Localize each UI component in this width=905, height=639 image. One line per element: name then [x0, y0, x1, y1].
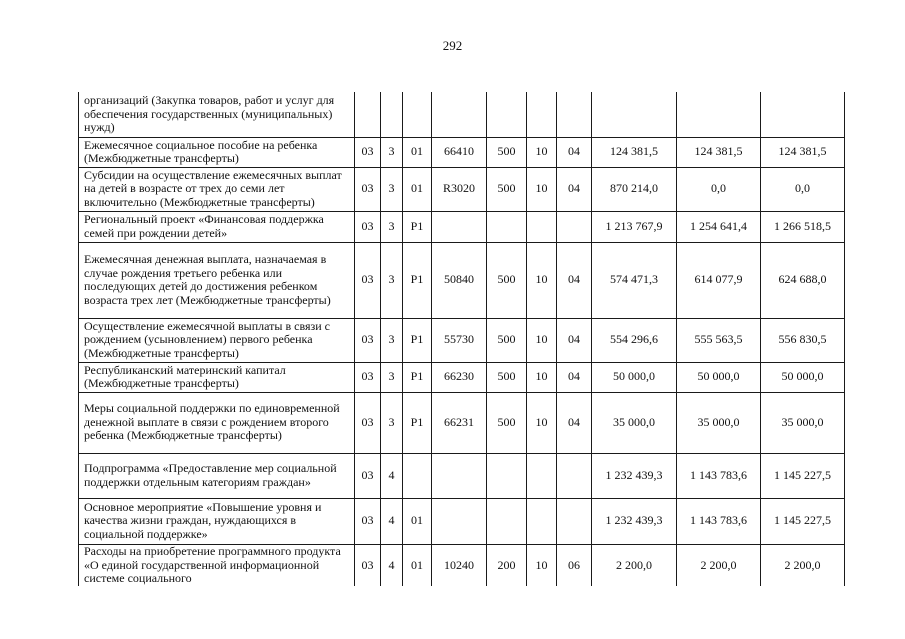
- amount-year3-cell: 0,0: [761, 167, 845, 211]
- direction-code-cell: [432, 498, 487, 544]
- section-code-cell: 10: [527, 392, 557, 453]
- subsection-code-cell: [557, 92, 592, 137]
- amount-year3-cell: [761, 92, 845, 137]
- row-name-cell: Ежемесячная денежная выплата, назначаемая в случае рождения третьего ребенка или последующих детей до достижения ребенком возраста трех лет (Межбюджетные трансферты): [79, 242, 355, 318]
- direction-code-cell: [432, 211, 487, 242]
- amount-year3-cell: 1 145 227,5: [761, 453, 845, 498]
- amount-year3-cell: 124 381,5: [761, 137, 845, 167]
- amount-year2-cell: 555 563,5: [677, 318, 761, 362]
- activity-code-cell: 01: [403, 498, 432, 544]
- row-name-cell: Республиканский материнский капитал (Межбюджетные трансферты): [79, 362, 355, 392]
- subprogram-code-cell: 4: [381, 498, 403, 544]
- expense-type-cell: 500: [487, 137, 527, 167]
- table-row: [79, 544, 845, 586]
- activity-code-cell: 01: [403, 544, 432, 586]
- row-name-cell: Субсидии на осуществление ежемесячных выплат на детей в возрасте от трех до семи лет включительно (Межбюджетные трансферты): [79, 167, 355, 211]
- amount-year2-cell: 1 254 641,4: [677, 211, 761, 242]
- subsection-code-cell: 04: [557, 362, 592, 392]
- program-code-cell: 03: [355, 137, 381, 167]
- direction-code-cell: 10240: [432, 544, 487, 586]
- program-code-cell: 03: [355, 318, 381, 362]
- amount-year2-cell: 0,0: [677, 167, 761, 211]
- amount-year1-cell: 1 232 439,3: [592, 453, 677, 498]
- direction-code-cell: [432, 453, 487, 498]
- amount-year3-cell: 556 830,5: [761, 318, 845, 362]
- amount-year2-cell: 1 143 783,6: [677, 453, 761, 498]
- section-code-cell: [527, 92, 557, 137]
- amount-year3-cell: 1 266 518,5: [761, 211, 845, 242]
- expense-type-cell: [487, 453, 527, 498]
- activity-code-cell: [403, 92, 432, 137]
- subprogram-code-cell: 4: [381, 453, 403, 498]
- direction-code-cell: R3020: [432, 167, 487, 211]
- activity-code-cell: P1: [403, 318, 432, 362]
- subprogram-code-cell: 4: [381, 544, 403, 586]
- table-row: [79, 498, 845, 544]
- program-code-cell: 03: [355, 453, 381, 498]
- row-name-cell: Ежемесячное социальное пособие на ребенка (Межбюджетные трансферты): [79, 137, 355, 167]
- expense-type-cell: 200: [487, 544, 527, 586]
- amount-year3-cell: 2 200,0: [761, 544, 845, 586]
- amount-year2-cell: 35 000,0: [677, 392, 761, 453]
- amount-year1-cell: 870 214,0: [592, 167, 677, 211]
- expense-type-cell: [487, 498, 527, 544]
- amount-year2-cell: 50 000,0: [677, 362, 761, 392]
- row-name-cell: Меры социальной поддержки по единовременной денежной выплате в связи с рождением второго ребенка (Межбюджетные трансферты): [79, 392, 355, 453]
- amount-year1-cell: 124 381,5: [592, 137, 677, 167]
- amount-year3-cell: 1 145 227,5: [761, 498, 845, 544]
- subsection-code-cell: 04: [557, 137, 592, 167]
- amount-year1-cell: [592, 92, 677, 137]
- expense-type-cell: [487, 211, 527, 242]
- table-row: [79, 392, 845, 453]
- program-code-cell: 03: [355, 392, 381, 453]
- section-code-cell: 10: [527, 242, 557, 318]
- program-code-cell: 03: [355, 498, 381, 544]
- program-code-cell: 03: [355, 242, 381, 318]
- activity-code-cell: P1: [403, 242, 432, 318]
- subprogram-code-cell: 3: [381, 318, 403, 362]
- amount-year1-cell: 35 000,0: [592, 392, 677, 453]
- subprogram-code-cell: [381, 92, 403, 137]
- subprogram-code-cell: 3: [381, 211, 403, 242]
- direction-code-cell: 55730: [432, 318, 487, 362]
- subsection-code-cell: 04: [557, 167, 592, 211]
- expense-type-cell: 500: [487, 318, 527, 362]
- amount-year2-cell: 2 200,0: [677, 544, 761, 586]
- expense-type-cell: 500: [487, 167, 527, 211]
- amount-year1-cell: 2 200,0: [592, 544, 677, 586]
- activity-code-cell: [403, 453, 432, 498]
- table-row: [79, 362, 845, 392]
- subsection-code-cell: 04: [557, 242, 592, 318]
- program-code-cell: 03: [355, 167, 381, 211]
- section-code-cell: 10: [527, 167, 557, 211]
- activity-code-cell: 01: [403, 137, 432, 167]
- direction-code-cell: 50840: [432, 242, 487, 318]
- section-code-cell: [527, 211, 557, 242]
- amount-year3-cell: 50 000,0: [761, 362, 845, 392]
- row-name-cell: Основное мероприятие «Повышение уровня и качества жизни граждан, нуждающихся в социальной поддержке»: [79, 498, 355, 544]
- activity-code-cell: P1: [403, 392, 432, 453]
- budget-table: [78, 92, 845, 586]
- subprogram-code-cell: 3: [381, 242, 403, 318]
- expense-type-cell: [487, 92, 527, 137]
- amount-year1-cell: 1 213 767,9: [592, 211, 677, 242]
- program-code-cell: 03: [355, 211, 381, 242]
- amount-year2-cell: [677, 92, 761, 137]
- subsection-code-cell: 06: [557, 544, 592, 586]
- amount-year2-cell: 614 077,9: [677, 242, 761, 318]
- section-code-cell: [527, 498, 557, 544]
- amount-year1-cell: 1 232 439,3: [592, 498, 677, 544]
- subprogram-code-cell: 3: [381, 362, 403, 392]
- row-name-cell: Подпрограмма «Предоставление мер социальной поддержки отдельным категориям граждан»: [79, 453, 355, 498]
- section-code-cell: [527, 453, 557, 498]
- direction-code-cell: 66230: [432, 362, 487, 392]
- amount-year3-cell: 35 000,0: [761, 392, 845, 453]
- expense-type-cell: 500: [487, 392, 527, 453]
- section-code-cell: 10: [527, 318, 557, 362]
- amount-year1-cell: 554 296,6: [592, 318, 677, 362]
- table-row: [79, 318, 845, 362]
- table-row: [79, 167, 845, 211]
- subprogram-code-cell: 3: [381, 167, 403, 211]
- subsection-code-cell: [557, 453, 592, 498]
- direction-code-cell: [432, 92, 487, 137]
- page-number: 292: [442, 38, 463, 53]
- amount-year3-cell: 624 688,0: [761, 242, 845, 318]
- section-code-cell: 10: [527, 137, 557, 167]
- row-name-cell: Региональный проект «Финансовая поддержка семей при рождении детей»: [79, 211, 355, 242]
- subprogram-code-cell: 3: [381, 137, 403, 167]
- row-name-cell: Осуществление ежемесячной выплаты в связи с рождением (усыновлением) первого ребенка (Межбюджетные трансферты): [79, 318, 355, 362]
- table-row: [79, 137, 845, 167]
- activity-code-cell: P1: [403, 362, 432, 392]
- section-code-cell: 10: [527, 544, 557, 586]
- subsection-code-cell: 04: [557, 318, 592, 362]
- subsection-code-cell: [557, 498, 592, 544]
- amount-year2-cell: 1 143 783,6: [677, 498, 761, 544]
- program-code-cell: 03: [355, 544, 381, 586]
- subprogram-code-cell: 3: [381, 392, 403, 453]
- amount-year1-cell: 574 471,3: [592, 242, 677, 318]
- subsection-code-cell: 04: [557, 392, 592, 453]
- table-row: [79, 92, 845, 137]
- activity-code-cell: P1: [403, 211, 432, 242]
- amount-year1-cell: 50 000,0: [592, 362, 677, 392]
- activity-code-cell: 01: [403, 167, 432, 211]
- subsection-code-cell: [557, 211, 592, 242]
- table-row: [79, 453, 845, 498]
- direction-code-cell: 66231: [432, 392, 487, 453]
- section-code-cell: 10: [527, 362, 557, 392]
- program-code-cell: 03: [355, 362, 381, 392]
- expense-type-cell: 500: [487, 242, 527, 318]
- amount-year2-cell: 124 381,5: [677, 137, 761, 167]
- row-name-cell: Расходы на приобретение программного продукта «О единой государственной информационной системе социального: [79, 544, 355, 586]
- table-row: [79, 242, 845, 318]
- direction-code-cell: 66410: [432, 137, 487, 167]
- program-code-cell: [355, 92, 381, 137]
- row-name-cell: организаций (Закупка товаров, работ и услуг для обеспечения государственных (муниципальных) нужд): [79, 92, 355, 137]
- expense-type-cell: 500: [487, 362, 527, 392]
- table-row: [79, 211, 845, 242]
